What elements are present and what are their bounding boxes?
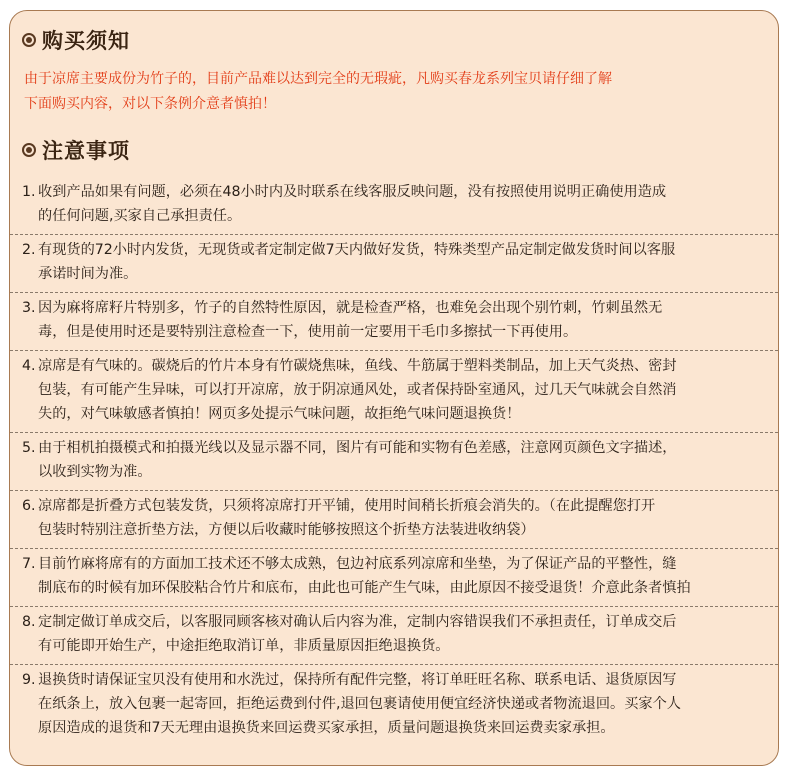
precaution-line-row <box>22 576 766 600</box>
precaution-number: 5. <box>22 440 36 456</box>
precaution-line: 因为麻将席籽片特别多，竹子的自然特性原因，就是检查严格，也难免会出现个别竹刺，竹刺虽然无 <box>38 300 663 316</box>
precautions-header <box>22 135 130 165</box>
precaution-line: 毒，但是使用时还是要特别注意检查一下，使用前一定要用干毛巾多擦拭一下再使用。 <box>38 324 578 340</box>
purchase-notice-line: 下面购买内容，对以下条例介意者慎拍！ <box>24 96 276 112</box>
precaution-item <box>10 549 778 607</box>
precaution-line: 失的，对气味敏感者慎拍！网页多处提示气味问题，故拒绝气味问题退换货！ <box>38 406 521 422</box>
precaution-number: 8. <box>22 614 36 630</box>
precaution-item <box>10 177 778 235</box>
precaution-line: 制底布的时候有加环保胶粘合竹片和底布，由此也可能产生气味，由此原因不接受退货！介意此条者慎拍 <box>38 580 691 596</box>
precaution-line-row <box>22 716 766 740</box>
precaution-number: 4. <box>22 358 36 374</box>
precaution-line: 原因造成的退货和7天无理由退换货来回运费买家承担，质量问题退换货来回运费卖家承担。 <box>38 720 615 736</box>
precaution-line-row <box>22 378 766 402</box>
purchase-notice-line: 由于凉席主要成份为竹子的，目前产品难以达到完全的无瑕疵，凡购买春龙系列宝贝请仔细了解 <box>24 71 612 87</box>
precaution-line: 包装时特别注意折垫方法，方便以后收藏时能够按照这个折垫方法装进收纳袋） <box>38 522 535 538</box>
precaution-line: 目前竹麻将席有的方面加工技术还不够太成熟，包边衬底系列凉席和坐垫，为了保证产品的平整性，缝 <box>38 556 677 572</box>
notice-card <box>9 10 779 766</box>
precaution-number: 3. <box>22 300 36 316</box>
precaution-item <box>10 665 778 746</box>
precaution-line-row <box>22 494 766 518</box>
precaution-line: 承诺时间为准。 <box>38 266 138 282</box>
precaution-number: 6. <box>22 498 36 514</box>
purchase-notice-title: 购买须知 <box>42 29 130 53</box>
precaution-item <box>10 607 778 665</box>
precaution-line: 凉席都是折叠方式包装发货，只须将凉席打开平铺，使用时间稍长折痕会消失的。（在此提醒您打开 <box>38 498 656 514</box>
precaution-line-row <box>22 238 766 262</box>
precaution-line-row <box>22 402 766 426</box>
precaution-item <box>10 235 778 293</box>
precaution-line-row <box>22 262 766 286</box>
precaution-line-row <box>22 354 766 378</box>
precaution-line: 以收到实物为准。 <box>38 464 152 480</box>
precaution-line: 在纸条上，放入包裹一起寄回，拒绝运费到付件,退回包裹请使用便宜经济快递或者物流退回。买家个人 <box>38 696 681 712</box>
precaution-line-row <box>22 668 766 692</box>
precaution-line: 由于相机拍摄模式和拍摄光线以及显示器不同，图片有可能和实物有色差感，注意网页颜色文字描述， <box>38 440 677 456</box>
precaution-line: 有可能即开始生产，中途拒绝取消订单，非质量原因拒绝退换货。 <box>38 638 450 654</box>
precaution-line: 退换货时请保证宝贝没有使用和水洗过，保持所有配件完整，将订单旺旺名称、联系电话、退货原因写 <box>38 672 677 688</box>
precaution-number: 7. <box>22 556 36 572</box>
precaution-item <box>10 293 778 351</box>
precaution-line: 的任何问题,买家自己承担责任。 <box>38 208 242 224</box>
precaution-line-row <box>22 692 766 716</box>
precaution-line-row <box>22 320 766 344</box>
precaution-line-row <box>22 460 766 484</box>
precaution-line: 凉席是有气味的。碳烧后的竹片本身有竹碳烧焦味，鱼线、牛筋属于塑料类制品，加上天气炎热、密封 <box>38 358 677 374</box>
precaution-line: 收到产品如果有问题，必须在48小时内及时联系在线客服反映问题，没有按照使用说明正确使用造成 <box>38 184 667 200</box>
precaution-number: 2. <box>22 242 36 258</box>
precaution-line-row <box>22 296 766 320</box>
precaution-line-row <box>22 634 766 658</box>
precaution-line-row <box>22 610 766 634</box>
precaution-line: 定制定做订单成交后，以客服同顾客核对确认后内容为准，定制内容错误我们不承担责任，订单成交后 <box>38 614 677 630</box>
precaution-line-row <box>22 436 766 460</box>
bullet-circle-icon <box>22 143 36 157</box>
precaution-line-row <box>22 552 766 576</box>
precaution-number: 1. <box>22 184 36 200</box>
precaution-line-row <box>22 204 766 228</box>
precaution-number: 9. <box>22 672 36 688</box>
purchase-notice-text <box>24 67 764 117</box>
precaution-item <box>10 433 778 491</box>
precautions-list <box>10 177 778 746</box>
precaution-line-row <box>22 518 766 542</box>
precaution-line: 有现货的72小时内发货，无现货或者定制定做7天内做好发货，特殊类型产品定制定做发货时间以客服 <box>38 242 676 258</box>
precaution-item <box>10 491 778 549</box>
precaution-line: 包装，有可能产生异味，可以打开凉席，放于阴凉通风处，或者保持卧室通风，过几天气味就会自然消 <box>38 382 677 398</box>
purchase-notice-header <box>22 25 130 55</box>
precaution-item <box>10 351 778 433</box>
precautions-title: 注意事项 <box>42 139 130 163</box>
bullet-circle-icon <box>22 33 36 47</box>
precaution-line-row <box>22 180 766 204</box>
